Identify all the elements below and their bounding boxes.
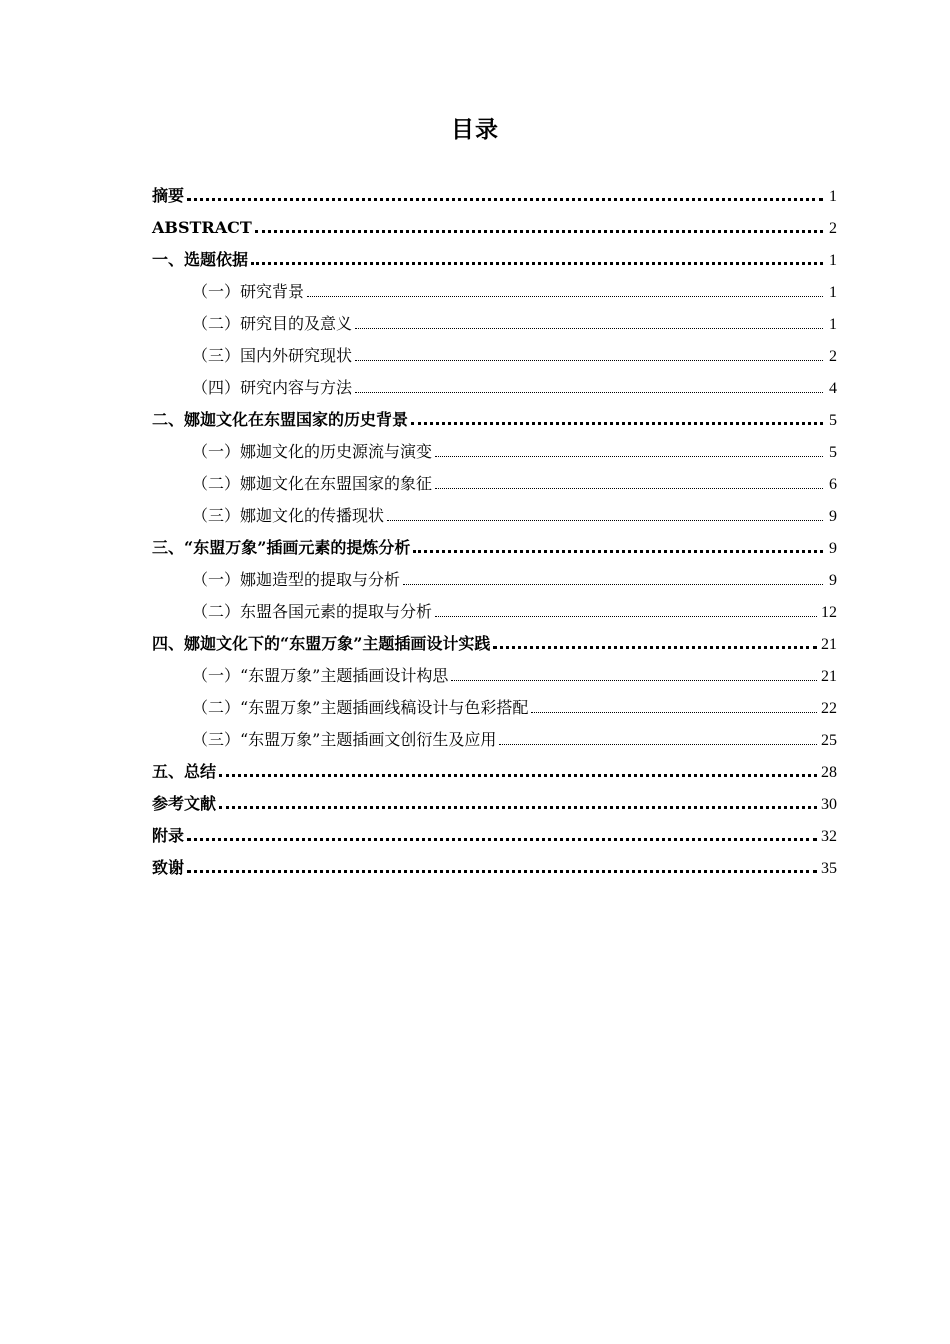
toc-dot-leader — [435, 444, 823, 457]
toc-entry-page: 9 — [829, 572, 837, 589]
toc-entry-page: 12 — [821, 604, 837, 621]
toc-dot-leader — [307, 284, 823, 297]
toc-entry-label: 摘要 — [152, 186, 185, 205]
toc-entry-label: （一）娜迦文化的历史源流与演变 — [192, 442, 433, 461]
toc-entry-page: 28 — [821, 764, 837, 781]
toc-entry-label: （二）娜迦文化在东盟国家的象征 — [192, 474, 433, 493]
toc-entry-label: 三、“东盟万象”插画元素的提炼分析 — [152, 538, 411, 557]
toc-entry-page: 35 — [821, 860, 837, 877]
toc-entry-label: （三）国内外研究现状 — [192, 346, 353, 365]
toc-dot-leader — [435, 476, 823, 489]
toc-entry-label: （二）东盟各国元素的提取与分析 — [192, 602, 433, 621]
toc-entry-acknowledgements[interactable] — [152, 852, 837, 884]
toc-entry-label: 致谢 — [152, 858, 185, 877]
toc-entry-section-1-1[interactable] — [152, 276, 837, 308]
toc-dot-leader — [255, 220, 823, 233]
toc-entry-page: 2 — [829, 220, 837, 237]
toc-entry-references[interactable] — [152, 788, 837, 820]
toc-entry-page: 1 — [829, 252, 837, 269]
toc-entry-page: 32 — [821, 828, 837, 845]
toc-dot-leader — [219, 796, 817, 809]
toc-entry-section-1-3[interactable] — [152, 340, 837, 372]
toc-entry-chapter-2[interactable] — [152, 404, 837, 436]
toc-entry-page: 25 — [821, 732, 837, 749]
toc-dot-leader — [387, 508, 823, 521]
toc-dot-leader — [499, 732, 817, 745]
toc-dot-leader — [403, 572, 823, 585]
toc-dot-leader — [531, 700, 817, 713]
toc-dot-leader — [493, 636, 817, 649]
toc-entry-page: 5 — [829, 444, 837, 461]
toc-dot-leader — [187, 188, 823, 201]
toc-entry-section-2-1[interactable] — [152, 436, 837, 468]
toc-dot-leader — [219, 764, 817, 777]
toc-dot-leader — [451, 668, 817, 681]
toc-dot-leader — [411, 412, 823, 425]
toc-entry-page: 1 — [829, 188, 837, 205]
toc-entry-label: （四）研究内容与方法 — [192, 378, 353, 397]
toc-entry-section-4-3[interactable] — [152, 724, 837, 756]
toc-entry-label: 附录 — [152, 826, 185, 845]
toc-entry-page: 1 — [829, 316, 837, 333]
toc-entry-label: （三）“东盟万象”主题插画文创衍生及应用 — [192, 730, 497, 749]
toc-entry-page: 1 — [829, 284, 837, 301]
toc-entry-label: ABSTRACT — [152, 218, 252, 237]
toc-entry-page: 21 — [821, 636, 837, 653]
toc-entry-abstract-cn[interactable] — [152, 180, 837, 212]
toc-entry-page: 5 — [829, 412, 837, 429]
toc-entry-label: 五、总结 — [152, 762, 217, 781]
toc-entry-section-1-4[interactable] — [152, 372, 837, 404]
toc-dot-leader — [413, 540, 823, 553]
toc-entry-label: 四、娜迦文化下的“东盟万象”主题插画设计实践 — [152, 634, 491, 653]
toc-entry-label: （一）娜迦造型的提取与分析 — [192, 570, 401, 589]
toc-dot-leader — [355, 380, 823, 393]
toc-entry-page: 6 — [829, 476, 837, 493]
toc-entry-section-1-2[interactable] — [152, 308, 837, 340]
toc-dot-leader — [251, 252, 823, 265]
toc-entry-page: 30 — [821, 796, 837, 813]
table-of-contents — [152, 180, 837, 884]
toc-entry-section-3-1[interactable] — [152, 564, 837, 596]
toc-entry-label: （二）研究目的及意义 — [192, 314, 353, 333]
toc-entry-page: 9 — [829, 540, 837, 557]
toc-entry-chapter-3[interactable] — [152, 532, 837, 564]
toc-dot-leader — [187, 828, 817, 841]
toc-entry-section-2-2[interactable] — [152, 468, 837, 500]
toc-entry-label: 参考文献 — [152, 794, 217, 813]
toc-entry-page: 2 — [829, 348, 837, 365]
toc-dot-leader — [435, 604, 817, 617]
toc-entry-chapter-1[interactable] — [152, 244, 837, 276]
page-title: 目录 — [451, 117, 499, 143]
toc-entry-appendix[interactable] — [152, 820, 837, 852]
toc-entry-chapter-4[interactable] — [152, 628, 837, 660]
toc-entry-page: 22 — [821, 700, 837, 717]
toc-entry-chapter-5[interactable] — [152, 756, 837, 788]
toc-entry-page: 4 — [829, 380, 837, 397]
toc-entry-label: （二）“东盟万象”主题插画线稿设计与色彩搭配 — [192, 698, 529, 717]
toc-entry-label: （一）研究背景 — [192, 282, 305, 301]
toc-entry-section-4-2[interactable] — [152, 692, 837, 724]
toc-entry-section-2-3[interactable] — [152, 500, 837, 532]
toc-entry-page: 9 — [829, 508, 837, 525]
toc-entry-label: 一、选题依据 — [152, 250, 249, 269]
toc-entry-abstract-en[interactable] — [152, 212, 837, 244]
toc-entry-label: （三）娜迦文化的传播现状 — [192, 506, 385, 525]
toc-dot-leader — [187, 860, 817, 873]
toc-entry-label: 二、娜迦文化在东盟国家的历史背景 — [152, 410, 409, 429]
toc-dot-leader — [355, 316, 823, 329]
toc-entry-section-3-2[interactable] — [152, 596, 837, 628]
toc-entry-page: 21 — [821, 668, 837, 685]
toc-entry-section-4-1[interactable] — [152, 660, 837, 692]
toc-entry-label: （一）“东盟万象”主题插画设计构思 — [192, 666, 449, 685]
toc-dot-leader — [355, 348, 823, 361]
